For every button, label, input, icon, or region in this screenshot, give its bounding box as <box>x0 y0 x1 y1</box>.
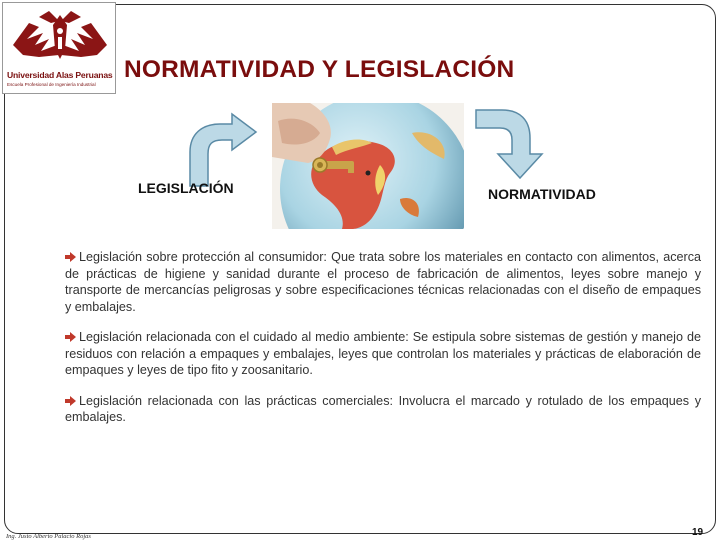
bullet-text: Legislación relacionada con el cuidado al medio ambiente: Se estipula sobre sistemas de gestión y manejo de residuos con relación a empaques y embalajes, leyes que controlan los materiales y prácticas de elaboración de empaques y leyes de tipo fito y zoosanitario. <box>65 330 701 377</box>
legislacion-label: LEGISLACIÓN <box>138 180 234 196</box>
bullet-text: Legislación relacionada con las prácticas comerciales: Involucra el marcado y rotulado de los empaques y embalajes. <box>65 393 701 424</box>
curved-arrow-up-right-icon <box>186 110 260 188</box>
page-number: 19 <box>692 527 704 538</box>
school-tagline: Escuela Profesional de Ingeniería Industrial <box>7 82 96 87</box>
author-footer: Ing. Justo Alberto Palacio Rojas <box>6 533 91 540</box>
bullet-item <box>65 249 701 315</box>
university-logo <box>2 2 116 94</box>
curved-arrow-right-down-icon <box>474 108 546 180</box>
bullet-item <box>65 393 701 426</box>
slide-title: NORMATIVIDAD Y LEGISLACIÓN <box>124 56 515 83</box>
globe-with-key-photo <box>272 103 464 229</box>
university-name: Universidad Alas Peruanas <box>7 70 113 80</box>
bullet-text: Legislación sobre protección al consumidor: Que trata sobre los materiales en contacto con alimentos, acerca de prácticas de higiene y sanidad durante el proceso de fabricación de alimentos, leyes sobre manejo y transporte de mercancías peligrosas y sobre especificaciones técnicas relacionadas con el diseño de empaques y embalajes. <box>65 250 701 314</box>
arrow-bullet-icon <box>65 332 76 342</box>
arrow-bullet-icon <box>65 396 76 406</box>
bullet-item <box>65 329 701 379</box>
arrow-bullet-icon <box>65 252 76 262</box>
winged-emblem-icon <box>9 5 111 69</box>
normatividad-label: NORMATIVIDAD <box>488 186 596 202</box>
bullet-list <box>65 249 701 440</box>
